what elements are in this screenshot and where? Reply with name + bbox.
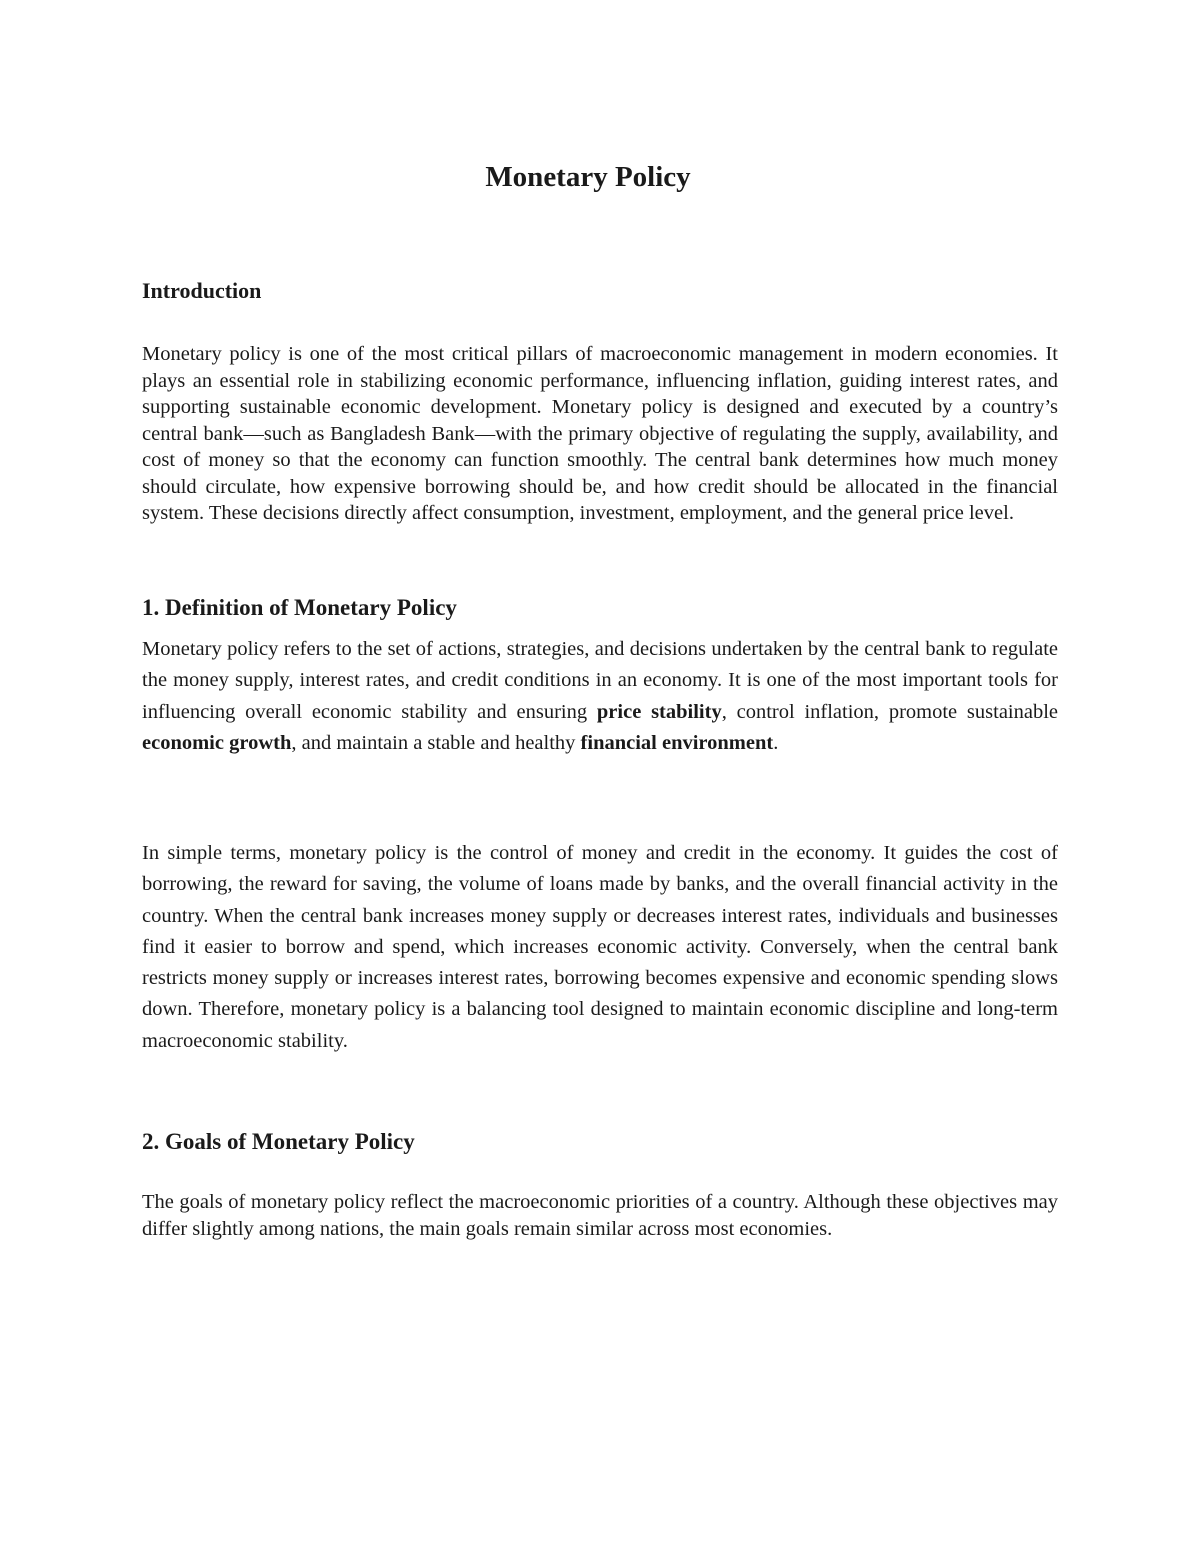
definition-text-part: Monetary policy refers to the set of actions, strategies, and decisions undertaken by the central bank to regulate the money supply, interest rates, and credit conditions in an economy. It is one of the most important tools for influencing overall economic stability and ensuring xyxy=(142,638,1058,723)
bold-term-financial-environment: financial environment xyxy=(580,731,774,754)
definition-heading: 1. Definition of Monetary Policy xyxy=(142,595,457,620)
document-title: Monetary Policy xyxy=(485,161,691,193)
definition-text-part: . xyxy=(773,731,779,754)
goals-paragraph: The goals of monetary policy reflect the macroeconomic priorities of a country. Although these objectives may differ slightly among nations, the main goals remain similar across most economies. xyxy=(142,1191,1058,1240)
introduction-heading: Introduction xyxy=(142,278,262,303)
definition-paragraph xyxy=(142,634,1058,759)
bold-term-economic-growth: economic growth xyxy=(142,731,292,754)
goals-heading: 2. Goals of Monetary Policy xyxy=(142,1129,415,1154)
introduction-paragraph: Monetary policy is one of the most critical pillars of macroeconomic management in modern economies. It plays an essential role in stabilizing economic performance, influencing inflation, guiding interest rates, and supporting sustainable economic development. Monetary policy is designed and executed by a country’s central bank—such as Bangladesh Bank—with the primary objective of regulating the supply, availability, and cost of money so that the economy can function smoothly. The central bank determines how much money should circulate, how expensive borrowing should be, and how credit should be allocated in the financial system. These decisions directly affect consumption, investment, employment, and the general price level. xyxy=(142,343,1058,524)
simple-terms-paragraph: In simple terms, monetary policy is the control of money and credit in the economy. It guides the cost of borrowing, the reward for saving, the volume of loans made by banks, and the overall financial activity in the country. When the central bank increases money supply or decreases interest rates, individuals and businesses find it easier to borrow and spend, which increases economic activity. Conversely, when the central bank restricts money supply or increases interest rates, borrowing becomes expensive and economic spending slows down. Therefore, monetary policy is a balancing tool designed to maintain economic discipline and long-term macroeconomic stability. xyxy=(142,842,1058,1052)
bold-term-price-stability: price stability xyxy=(596,700,722,723)
definition-text-part: , and maintain a stable and healthy xyxy=(291,731,581,754)
definition-text-part: , control inflation, promote sustainable xyxy=(721,700,1059,723)
